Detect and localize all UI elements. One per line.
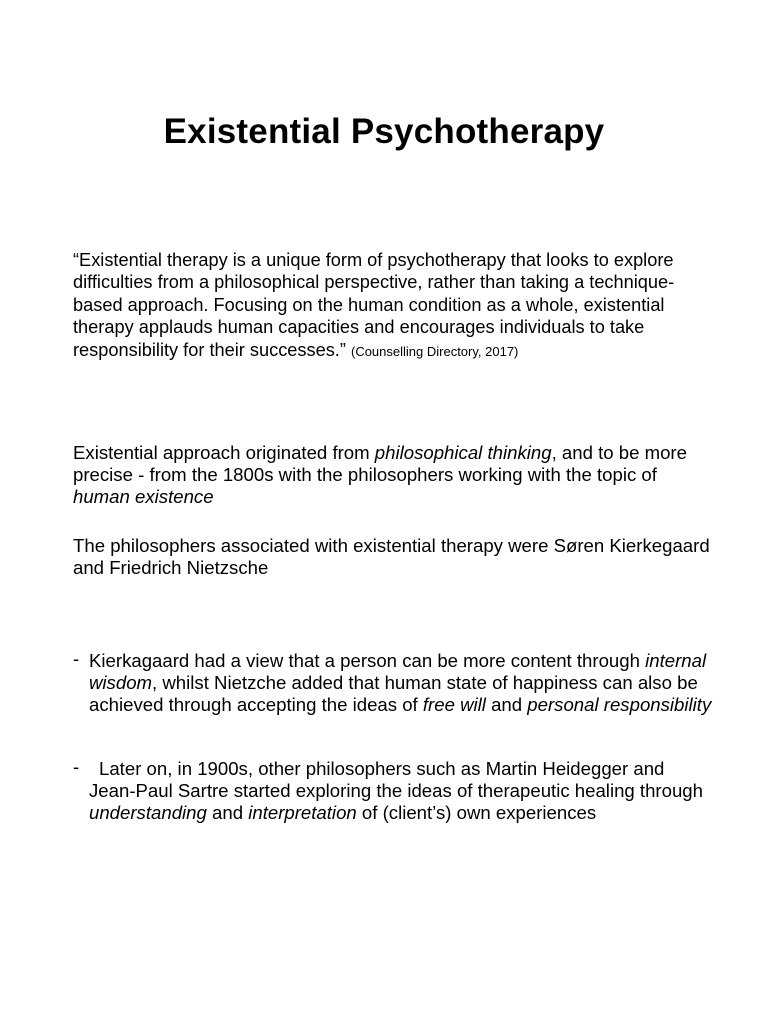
bullet-text-part: , whilst Nietzche added that human state of happiness can also be achieved through accepting the ideas of: [89, 672, 698, 716]
emphasis-understanding: understanding: [89, 802, 207, 824]
emphasis-free-will: free will: [422, 694, 486, 716]
origin-text-2: , and to be more precise - from the 1800s with the philosophers working with the topic of: [73, 442, 687, 486]
quote-text: “Existential therapy is a unique form of psychotherapy that looks to explore difficulties from a philosophical perspective, rather than taking a technique-based approach. Focusing on the human condition as a whole, existential therapy applauds human capacities and encourages individuals to take responsibility for their successes.”: [73, 250, 675, 360]
quote-paragraph: [73, 249, 713, 363]
bullet-text-part: and: [485, 694, 528, 716]
emphasis-internal-wisdom: internal wisdom: [89, 650, 707, 694]
bullet-item-heidegger-sartre: [73, 758, 713, 825]
bullet-text-part: of (client’s) own experiences: [356, 802, 597, 824]
bullet-text: [73, 758, 713, 825]
origin-emphasis-human-existence: human existence: [73, 486, 214, 508]
bullet-item-kierkegaard: [73, 650, 713, 717]
bullet-text-part: and: [206, 802, 249, 824]
philosophers-paragraph: The philosophers associated with existential therapy were Søren Kierkegaard and Friedrich Nietzsche: [73, 535, 710, 579]
origin-text-1: Existential approach originated from: [73, 442, 375, 463]
bullet-dash: -: [73, 756, 80, 777]
bullet-text: [73, 650, 713, 717]
bullet-text-part: Later on, in 1900s, other philosophers such as Martin Heidegger and Jean-Paul Sartre started exploring the ideas of therapeutic healing through: [89, 758, 703, 802]
bullet-text-part: Kierkagaard had a view that a person can be more content through: [89, 650, 646, 671]
emphasis-personal-responsibility: personal responsibility: [527, 694, 712, 716]
emphasis-interpretation: interpretation: [248, 802, 357, 824]
bullet-dash: -: [73, 648, 80, 669]
quote-citation: (Counselling Directory, 2017): [350, 343, 519, 359]
origin-paragraph: [73, 442, 713, 509]
origin-emphasis-philosophical-thinking: philosophical thinking: [374, 442, 552, 463]
page-title: Existential Psychotherapy: [163, 112, 605, 151]
